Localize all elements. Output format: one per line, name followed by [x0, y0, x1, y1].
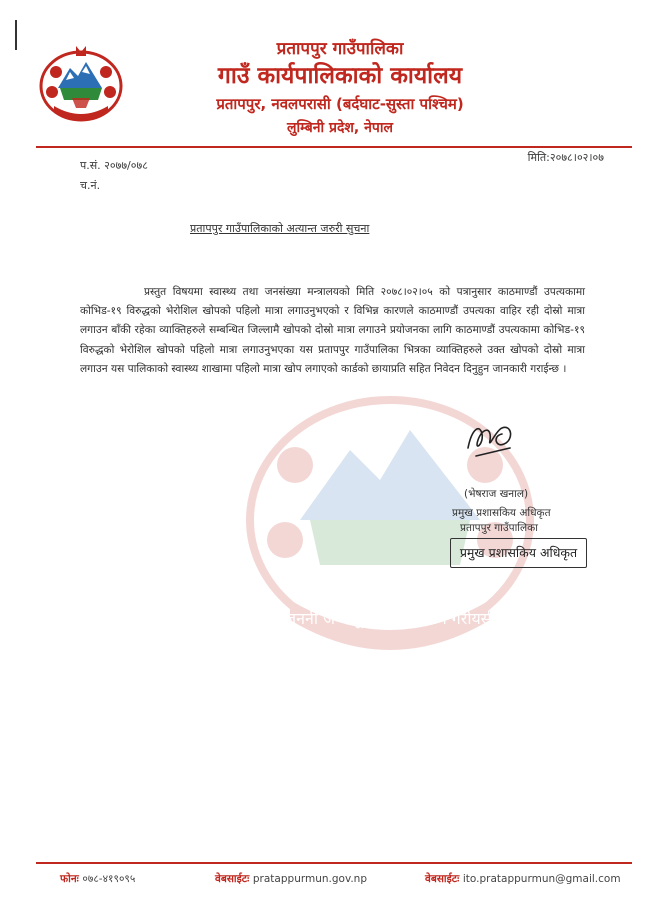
handwritten-signature	[462, 418, 522, 462]
watermark-motto: जननी जन्मभूमिश्च स्वर्गादपि गरीयसी	[284, 609, 496, 628]
email-link[interactable]: ito.pratappurmun@gmail.com	[462, 873, 621, 885]
signatory-office: प्रतापपुर गाउँपालिका	[460, 522, 538, 534]
signatory-title: प्रमुख प्रशासकिय अधिकृत	[452, 507, 551, 519]
office-name: गाउँ कार्यपालिकाको कार्यालय	[217, 63, 463, 89]
footer-website	[215, 872, 367, 886]
signatory-name: (भेषराज खनाल)	[464, 488, 529, 500]
emblem-watermark	[240, 370, 540, 670]
website-link[interactable]: pratappurmun.gov.np	[252, 873, 367, 885]
letter-subject: प्रतापपुर गाउँपालिकाको अत्यान्त जरुरी सुचना	[190, 222, 370, 235]
municipality-name: प्रतापपुर गाउँपालिका	[276, 39, 404, 59]
letter-cn-number: च.नं.	[80, 179, 101, 192]
official-stamp: प्रमुख प्रशासकिय अधिकृत	[450, 538, 587, 568]
office-address: प्रतापपुर, नवलपरासी (बर्दघाट-सुस्ता पश्चिम)	[216, 95, 464, 113]
nepal-emblem-icon	[36, 42, 126, 124]
phone-number: ०७८-४१९०९५	[82, 873, 136, 885]
footer-divider	[36, 862, 632, 864]
scan-margin-mark	[15, 20, 17, 50]
province-name: लुम्बिनी प्रदेश, नेपाल	[287, 120, 393, 136]
header-divider	[36, 146, 632, 148]
letter-body: प्रस्तुत विषयमा स्वास्थ्य तथा जनसंख्या मन्त्रालयको मिति २०७८।०२।०५ को पत्रानुसार काठमाण्डौं उपत्यकामा कोभिड-१९ विरुद्धको भेरोशिल खोपको पहिलो मात्रा लगाउनुभएको र विभिन्न कारणले काठमाण्डौं उपत्यका वाहिर रही दोस्रो मात्रा लगाउन बाँकी रहेका व्याक्तिहरुले सम्बन्धित जिल्लामै खोपको दोस्रो मात्रा लगाउने प्रयोजनका लागि काठमाण्डौं उपत्यकामा कोभिड-१९ विरुद्धको भेरोशिल खोपको पहिलो मात्रा लगाउनुभएका यस प्रतापपुर गाउँपालिका भित्रका व्याक्तिहरुले उक्त खोपको दोस्रो मात्रा लगाउन यस पालिकाको स्वास्थ्य शाखामा पहिलो मात्रा खोप लगाएको कार्डको छायाप्रति सहित निवेदन दिनुहुन जानकारी गराईन्छ ।	[80, 285, 585, 376]
phone-label: फोनः	[60, 873, 79, 885]
footer-email	[425, 872, 621, 886]
website-label: वेबसाईटः	[215, 873, 250, 885]
letter-date: मिति:२०७८।०२।०७	[527, 151, 604, 164]
letter-ps-number: प.सं. २०७७/०७८	[80, 159, 148, 172]
footer-phone	[60, 872, 135, 886]
email-label: वेबसाईटः	[425, 873, 460, 885]
